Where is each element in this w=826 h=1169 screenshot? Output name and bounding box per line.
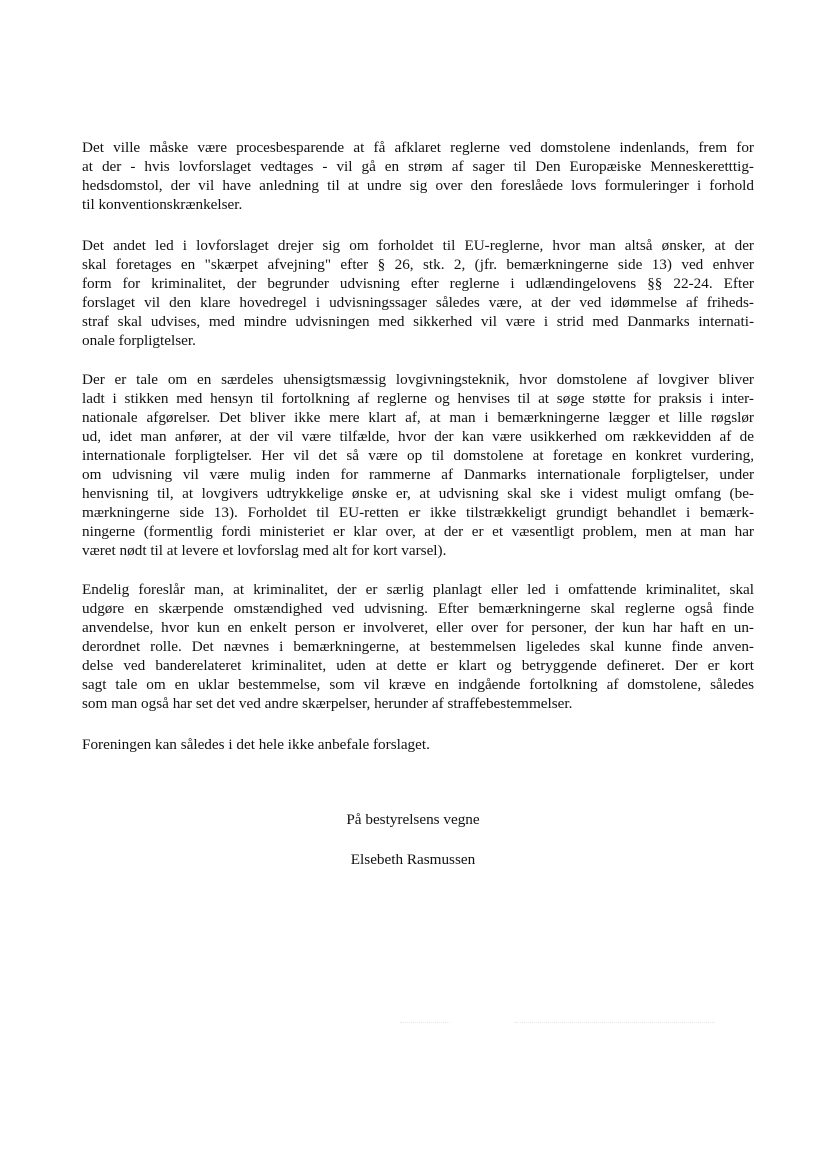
text-line: sagt tale om en uklar bestemmelse, som vil kræve en indgående fortolkning af domstolene, således xyxy=(82,676,754,693)
paragraph-1 xyxy=(82,138,754,214)
text-line: hedsdomstol, der vil have anledning til at undre sig over den foreslåede lovs formuleringer i forhold xyxy=(82,177,754,194)
text-line: Der er tale om en særdeles uhensigtsmæssig lovgivningsteknik, hvor domstolene af lovgiver bliver xyxy=(82,371,754,388)
text-line: til konventionskrænkelser. xyxy=(82,196,243,213)
text-line: været nødt til at levere et lovforslag med alt for kort varsel). xyxy=(82,542,447,559)
paragraph-3 xyxy=(82,370,754,560)
text-line: internationale forpligtelser. Her vil det så være op til domstolene at foretage en konkret vurdering, xyxy=(82,447,754,464)
scan-artifact xyxy=(400,1022,450,1025)
text-line: Det ville måske være procesbesparende at få afklaret reglerne ved domstolene indenlands, frem for xyxy=(82,139,754,156)
text-line: henvisning til, at lovgivers udtrykkelige ønske er, at udvisning skal ske i videst muligt omfang (be- xyxy=(82,485,754,502)
text-line: forslaget vil den klare hovedregel i udvisningssager således være, at der ved idømmelse af friheds- xyxy=(82,294,754,311)
text-line: udgøre en skærpende omstændighed ved udvisning. Efter bemærkningerne skal reglerne også finde xyxy=(82,600,754,617)
text-line: derordnet rolle. Det nævnes i bemærkningerne, at bestemmelsen ligeledes skal kunne finde anven- xyxy=(82,638,754,655)
text-line: ud, idet man anfører, at der vil være tilfælde, hvor der kan være usikkerhed om rækkevidden af de xyxy=(82,428,754,445)
text-line: ningerne (formentlig fordi ministeriet er klar over, at der er et væsentligt problem, men at man har xyxy=(82,523,754,540)
text-line: om udvisning vil være mulig inden for rammerne af Danmarks internationale forpligtelser, under xyxy=(82,466,754,483)
signature-on-behalf: På bestyrelsens vegne xyxy=(346,811,480,828)
signature-name: Elsebeth Rasmussen xyxy=(350,851,476,868)
text-line: mærkningerne side 13). Forholdet til EU-retten er ikke tilstrækkeligt grundigt behandlet i bemærk- xyxy=(82,504,754,521)
text-line: onale forpligtelser. xyxy=(82,332,196,349)
text-line: Foreningen kan således i det hele ikke anbefale forslaget. xyxy=(82,736,430,753)
text-line: skal foretages en "skærpet afvejning" efter § 26, stk. 2, (jfr. bemærkningerne side 13) ved enhver xyxy=(82,256,754,273)
paragraph-5 xyxy=(82,735,754,754)
text-line: anvendelse, hvor kun en enkelt person er involveret, eller over for personer, der kun har haft en un- xyxy=(82,619,754,636)
paragraph-4 xyxy=(82,580,754,713)
paragraph-2 xyxy=(82,236,754,350)
text-line: Endelig foreslår man, at kriminalitet, der er særlig planlagt eller led i omfattende kriminalitet, skal xyxy=(82,581,754,598)
text-line: delse ved banderelateret kriminalitet, uden at dette er klart og betryggende defineret. Der er kort xyxy=(82,657,754,674)
text-line: at der - hvis lovforslaget vedtages - vil gå en strøm af sager til Den Europæiske Menneskeretttig- xyxy=(82,158,754,175)
text-line: straf skal udvises, med mindre udvisningen med sikkerhed vil være i strid med Danmarks internati- xyxy=(82,313,754,330)
text-line: form for kriminalitet, der begrunder udvisning efter reglerne i udlændingelovens §§ 22-24. Efter xyxy=(82,275,754,292)
scan-artifact xyxy=(515,1022,715,1025)
text-line: som man også har set det ved andre skærpelser, herunder af straffebestemmelser. xyxy=(82,695,573,712)
text-line: Det andet led i lovforslaget drejer sig om forholdet til EU-reglerne, hvor man altså ønsker, at der xyxy=(82,237,754,254)
text-line: nationale afgørelser. Det bliver ikke mere klart af, at man i bemærkningerne lægger et lille røgslør xyxy=(82,409,754,426)
text-line: ladt i stikken med hensyn til fortolkning af reglerne og henvises til at søge støtte for praksis i inter- xyxy=(82,390,754,407)
